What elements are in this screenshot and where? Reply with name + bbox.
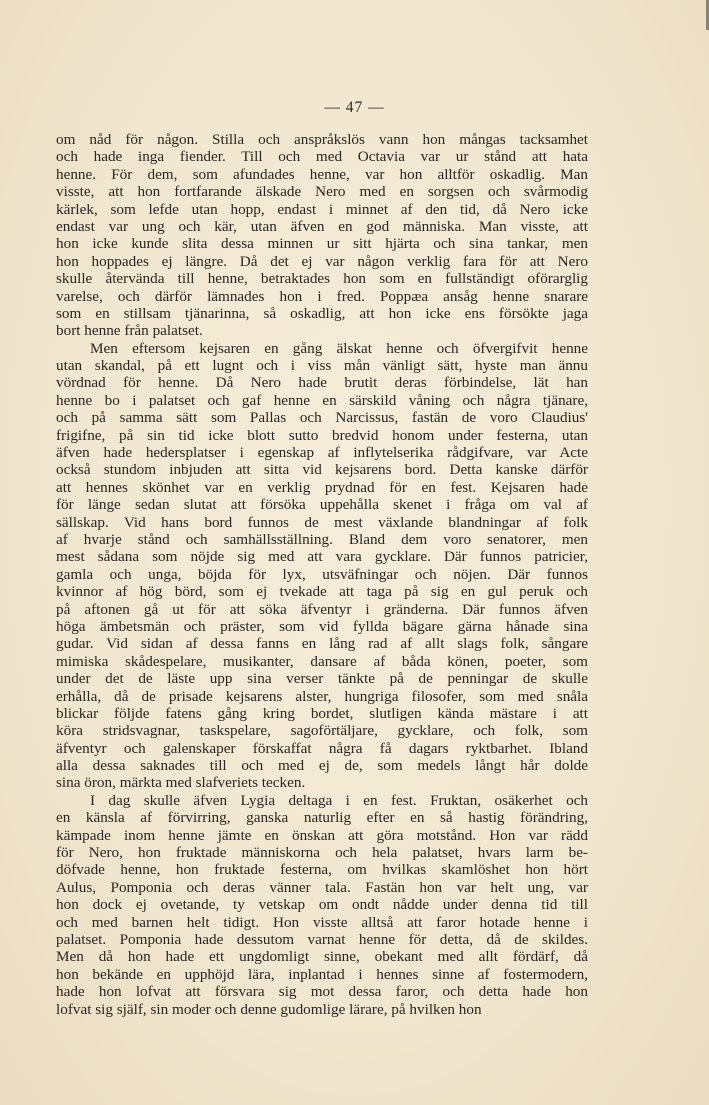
text-line: sina öron, märkta med slafveriets tecken. (56, 774, 306, 792)
text-line: hon icke kunde slita dessa minnen ur sitt hjärta och sina tankar, men (56, 235, 588, 253)
page-number: — 47 — (324, 99, 385, 116)
text-line: Men då hon hade ett ungdomligt sinne, obekant med allt fördärf, då (56, 948, 588, 966)
text-line: erhålla, då de prisade kejsarens alster, hungriga filosofer, som med snåla (56, 687, 588, 705)
text-line: om nåd för någon. Stilla och anspråkslös vann hon mångas tacksamhet (56, 131, 588, 148)
text-line: mimiska skådespelare, musikanter, dansare af båda könen, poeter, som (56, 652, 588, 670)
text-line: visste, att hon fortfarande älskade Nero med en sorgsen och svårmodig (56, 183, 588, 201)
text-line: henne bo i palatset och gaf henne en särskild våning och några tjänare, (56, 391, 588, 409)
text-line: kvinnor af hög börd, som ej tvekade att taga på sig en gul peruk och (56, 583, 588, 601)
text-line: vördnad för henne. Då Nero hade brutit deras förbindelse, lät han (56, 374, 588, 392)
text-line: lofvat sig själf, sin moder och denne gudomlige lärare, på hvilken hon (56, 1000, 482, 1018)
text-line: bort henne från palatset. (56, 322, 203, 340)
text-line: blickar följde fatens gång kring bordet, slutligen kända mästare i att (56, 704, 588, 722)
text-line: sällskap. Vid hans bord funnos de mest växlande blandningar af folk (56, 513, 588, 531)
text-line: palatset. Pomponia hade dessutom varnat henne för detta, då de skildes. (56, 930, 588, 948)
text-line: endast var ung och kär, utan äfven en god människa. Man visste, att (56, 217, 588, 235)
text-line: också stundom inbjuden att sitta vid kejsarens bord. Detta kanske därför (56, 461, 588, 479)
text-line: mest sådana som nöjde sig med att vara gycklare. Där funnos patricier, (56, 548, 588, 566)
text-line: för Nero, hon fruktade människorna och hela palatset, hvars larm be- (56, 844, 588, 862)
text-line: och med barnen helt tidigt. Hon visste alltså att faror hotade henne i (56, 913, 588, 931)
text-line: höga ämbetsmän och präster, som vid fyllda bägare gärna hånade sina (56, 617, 588, 635)
text-line: och på samma sätt som Pallas och Narcissus, fastän de voro Claudius' (56, 409, 588, 427)
text-line: varelse, och därför lämnades hon i fred. Poppæa ansåg henne snarare (56, 287, 588, 305)
text-line: äfventyr och galenskaper förskaffat några få dagars ryktbarhet. Ibland (56, 739, 588, 757)
text-line: köra stridsvagnar, taskspelare, sagoförtäljare, gycklare, och folk, som (56, 722, 588, 740)
text-line: utan skandal, på ett lugnt och i viss mån vänligt sätt, hyste man ännu (56, 357, 588, 375)
text-line: henne. För dem, som afundades henne, var hon alltför oskadlig. Man (56, 165, 588, 183)
text-line: under det de läste upp sina verser tänkte på de penningar de skulle (56, 670, 588, 688)
text-line: att hennes skönhet var en verklig prydnad för en fest. Kejsaren hade (56, 478, 588, 496)
text-line: frigifne, på sin tid icke blott sutto bredvid honom under festerna, utan (56, 426, 588, 444)
text-line: kärlek, som lefde utan hopp, endast i minnet af den tid, då Nero icke (56, 200, 588, 218)
text-line: I dag skulle äfven Lygia deltaga i en fest. Fruktan, osäkerhet och (90, 791, 588, 809)
text-line: hon dock ej ovetande, ty vetskap om ondt nådde under denna tid till (56, 896, 588, 914)
text-line: som en stillsam tjänarinna, så oskadlig, att hon icke ens försökte jaga (56, 304, 588, 322)
text-line: af hvarje stånd och samhällsställning. Bland dem voro senatorer, men (56, 530, 588, 548)
body-text (56, 131, 588, 1018)
text-line: hon bekände en upphöjd lära, inplantad i hennes sinne af fostermodern, (56, 965, 588, 983)
text-line: alla dessa saknades till och med ej de, som medels långt hår dolde (56, 757, 588, 775)
text-line: gamla och unga, böjda för lyx, utsväfningar och nöjen. Där funnos (56, 565, 588, 583)
text-line: kämpade inom henne jämte en önskan att göra motstånd. Hon var rädd (56, 826, 588, 844)
text-line: döfvade henne, hon fruktade festerna, om hvilkas skamlöshet hon hört (56, 861, 588, 879)
text-line: hon hoppades ej längre. Då det ej var någon verklig fara för att Nero (56, 252, 588, 270)
text-line: Aulus, Pomponia och deras vänner tala. Fastän hon var helt ung, var (56, 878, 588, 896)
text-line: och hade inga fiender. Till och med Octavia var ur stånd att hata (56, 148, 588, 166)
text-line: äfven hade hedersplatser i egenskap af inflytelserika rådgifvare, var Acte (56, 444, 588, 462)
text-line: för länge sedan slutat att försöka uppehålla skenet i fråga om val af (56, 496, 588, 514)
text-line: på aftonen gå ut för att söka äfventyr i gränderna. Där funnos äfven (56, 600, 588, 618)
text-line: Men eftersom kejsaren en gång älskat henne och öfvergifvit henne (90, 339, 588, 357)
text-line: gudar. Vid sidan af dessa fanns en lång rad af allt slags folk, sångare (56, 635, 588, 653)
text-line: en känsla af förvirring, ganska naturlig efter en så hastig förändring, (56, 809, 588, 827)
text-line: skulle återvända till henne, betraktades hon som en fullständigt oförarglig (56, 270, 588, 288)
text-line: hade hon lofvat att försvara sig mot dessa faror, och detta hade hon (56, 983, 588, 1001)
